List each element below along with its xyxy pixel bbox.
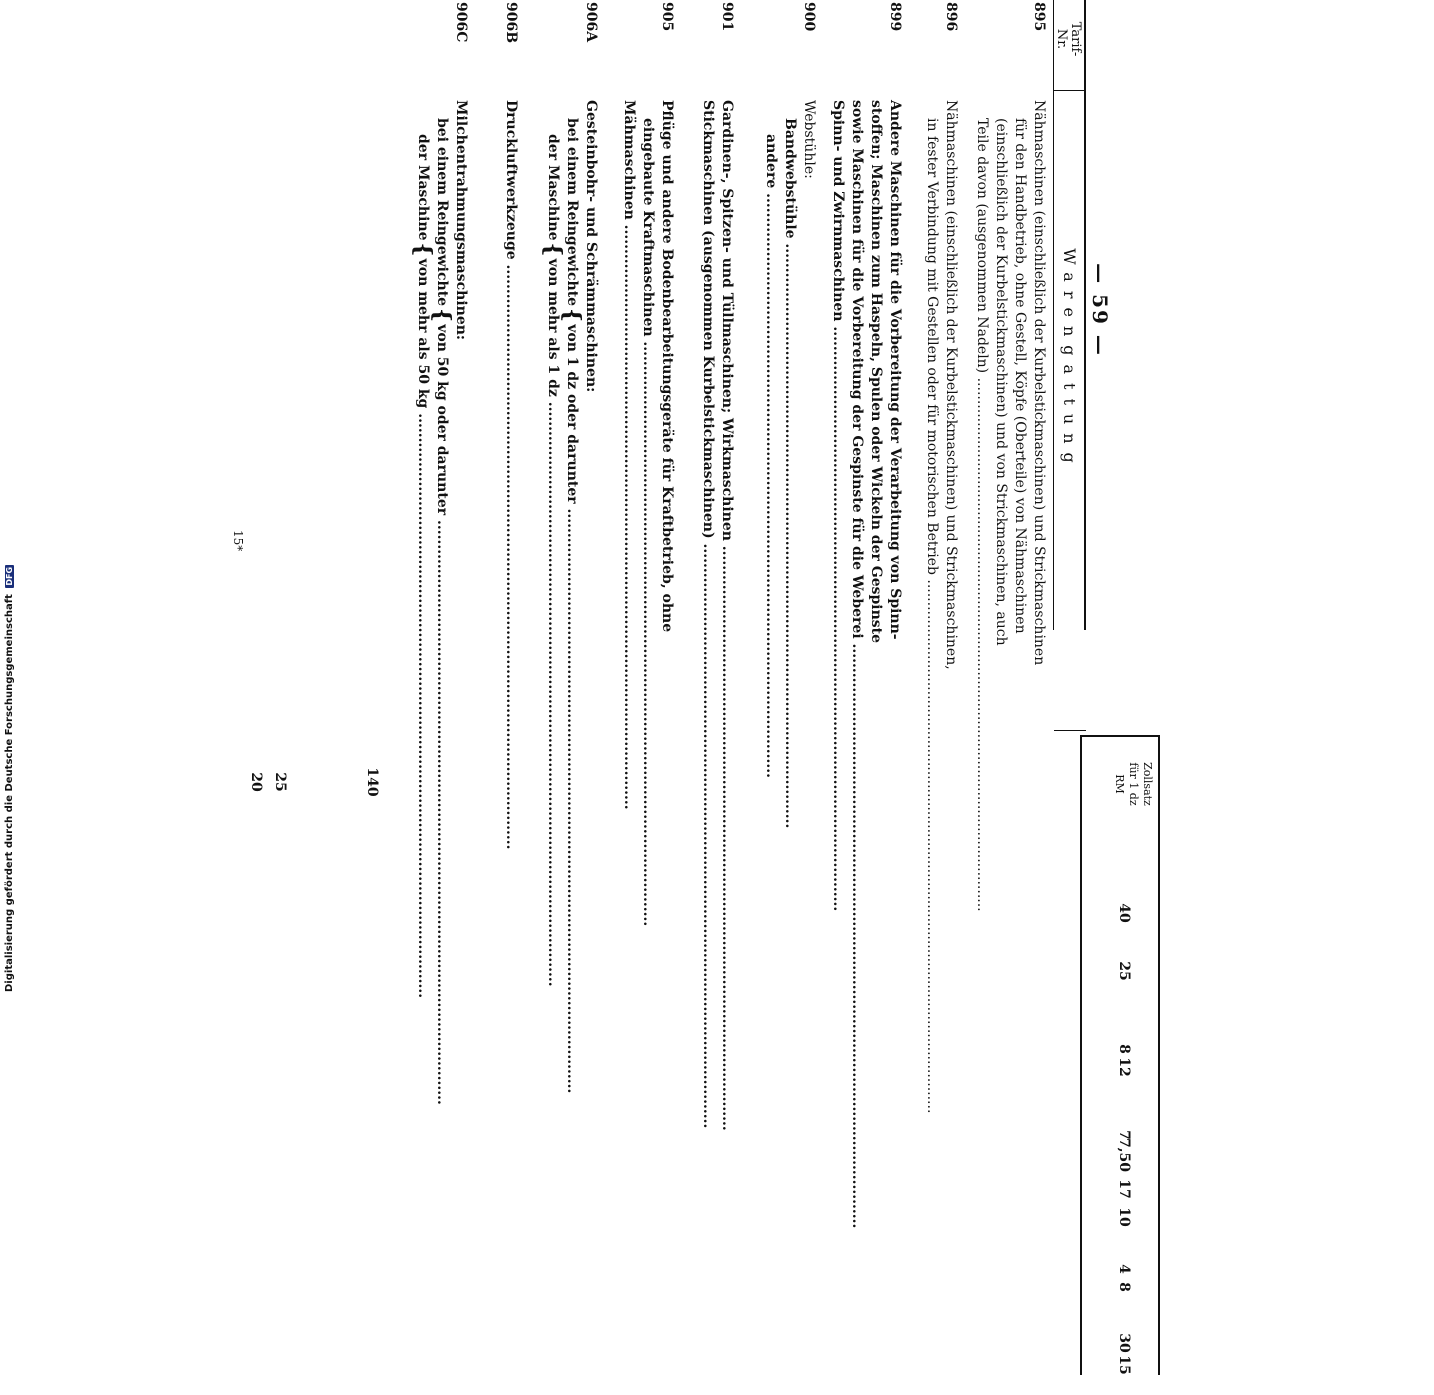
desc-line: sowie Maschinen für die Vorbereitung der Gespinste für die Weberei .....	[847, 100, 866, 640]
desc-line	[429, 100, 455, 640]
desc-line: stoffen; Maschinen zum Haspeln, Spulen oder Wickeln der Gespinste	[868, 100, 884, 644]
value-header-rule	[1080, 735, 1160, 737]
value-header: Zollsatz für 1 dz RM	[1113, 762, 1154, 806]
footnote-marker: 15*	[231, 530, 245, 552]
desc-line: (einschließlich der Kurbelstickmaschinen) und von Strickmaschinen, auch	[993, 118, 1009, 646]
desc-line: Webstühle:	[801, 100, 817, 179]
value-rule-right	[1080, 735, 1082, 1375]
duty-value: 25	[1116, 961, 1132, 981]
tarif-number: 901	[719, 2, 735, 32]
tarif-number: 905	[659, 2, 675, 32]
desc-line: Andere Maschinen für die Vorbereitung der Verarbeitung von Spinn-	[887, 100, 903, 640]
desc-line: Mähmaschinen .....	[619, 100, 638, 640]
brace-icon: {	[559, 308, 585, 323]
digitization-credit	[4, 566, 18, 992]
desc-text: der Maschine	[415, 134, 431, 241]
col-divider-value	[1054, 730, 1086, 731]
row-description	[540, 100, 600, 640]
leader-dots	[415, 408, 431, 998]
desc-line: Gesteinbohr- und Schrämmaschinen:	[583, 100, 599, 393]
desc-line: Stickmaschinen (ausgenommen Kurbelstickmaschinen) .....	[698, 100, 717, 640]
leader-dots	[545, 397, 561, 987]
duty-value: 8	[1116, 1044, 1132, 1054]
tarif-number: 906C	[453, 2, 469, 43]
duty-value: 40	[1116, 903, 1132, 923]
duty-value: 140	[364, 767, 380, 797]
value-column-tail-2	[268, 772, 290, 812]
tarif-number: 906B	[503, 2, 519, 44]
desc-line: Nähmaschinen (einschließlich der Kurbelstickmaschinen) und Strickmaschinen	[1031, 100, 1047, 666]
credit-text: Digitalisierung gefördert durch die Deutsche Forschungsgemeinschaft	[4, 594, 15, 992]
row-description	[501, 100, 520, 640]
desc-line: für den Handbetrieb, ohne Gestell, Köpfe (Oberteile) von Nähmaschinen	[1012, 118, 1028, 634]
tarif-number: 895	[1031, 2, 1047, 32]
value-column-tail-3	[244, 772, 266, 812]
brace-icon: {	[429, 308, 455, 323]
value-top-rule	[1158, 735, 1160, 1375]
value-column	[1070, 735, 1160, 1375]
desc-text: der Maschine	[545, 134, 561, 241]
row-description	[828, 100, 904, 644]
row-description	[619, 100, 676, 640]
desc-line: in fester Verbindung mit Gestellen oder für motorischen Betrieb .....	[922, 100, 941, 640]
value-column-tail	[360, 767, 382, 812]
duty-value: 25	[272, 772, 288, 792]
tarif-number: 899	[887, 2, 903, 32]
desc-line: Bandwebstühle .....	[780, 100, 799, 640]
row-description	[761, 100, 818, 640]
desc-line: Teile davon (ausgenommen Nadeln) .....	[972, 100, 991, 640]
leader-dots	[434, 515, 450, 1105]
tarif-number: 896	[943, 2, 959, 32]
header-tarif-nr: Tarif- Nr.	[1054, 21, 1083, 57]
leader-dots	[564, 504, 580, 1094]
row-description	[698, 100, 736, 640]
tarif-number: 900	[801, 2, 817, 32]
tarif-number: 906A	[583, 2, 599, 43]
sub-line: von 1 dz oder darunter	[564, 324, 580, 504]
duty-value: 15	[1116, 1355, 1132, 1375]
sub-line: von 50 kg oder darunter	[434, 324, 450, 516]
dfg-logo: DFG	[5, 566, 14, 586]
document-page	[80, 0, 1160, 670]
desc-line: Pflüge und andere Bodenbearbeitungsgeräte für Kraftbetrieb, ohne	[659, 100, 675, 633]
desc-line: Gardinen-, Spitzen- und Tüllmaschinen; Wirkmaschinen .....	[717, 100, 736, 640]
duty-value: 20	[248, 772, 264, 792]
desc-line: andere .....	[761, 100, 780, 640]
duty-value: 7	[1116, 1130, 1132, 1140]
brace-icon: {	[540, 242, 566, 257]
duty-value: 17	[1116, 1179, 1132, 1199]
header-top-rule	[1084, 0, 1086, 630]
desc-text: bei einem Reingewichte	[564, 118, 580, 307]
duty-value: 12	[1116, 1057, 1132, 1077]
desc-line: Spinn- und Zwirnmaschinen .....	[828, 100, 847, 640]
duty-value: 7,50	[1116, 1137, 1132, 1173]
row-description	[410, 100, 470, 640]
duty-value: 8	[1116, 1282, 1132, 1292]
row-description	[922, 100, 960, 670]
page-number: — 59 —	[1088, 263, 1112, 357]
duty-value: 10	[1116, 1207, 1132, 1227]
sub-line: von mehr als 50 kg	[415, 258, 431, 409]
sub-line: von mehr als 1 dz	[545, 258, 561, 397]
header-warengattung: Warengattung	[1060, 248, 1079, 472]
desc-line	[540, 100, 566, 640]
header-bottom-rule	[1053, 0, 1054, 630]
desc-line: eingebaute Kraftmaschinen .....	[638, 100, 657, 640]
duty-value: 4	[1116, 1264, 1132, 1274]
desc-line: Milchentrahmungsmaschinen:	[453, 100, 469, 341]
desc-line: Druckluftwerkzeuge .....	[501, 100, 520, 640]
row-description	[972, 100, 1048, 666]
desc-line: Nähmaschinen (einschließlich der Kurbelstickmaschinen) und Strickmaschinen,	[943, 100, 959, 670]
desc-text: bei einem Reingewichte	[434, 118, 450, 307]
desc-line	[559, 100, 585, 640]
brace-icon: {	[410, 242, 436, 257]
duty-value: 30	[1116, 1333, 1132, 1353]
desc-line	[410, 100, 436, 640]
